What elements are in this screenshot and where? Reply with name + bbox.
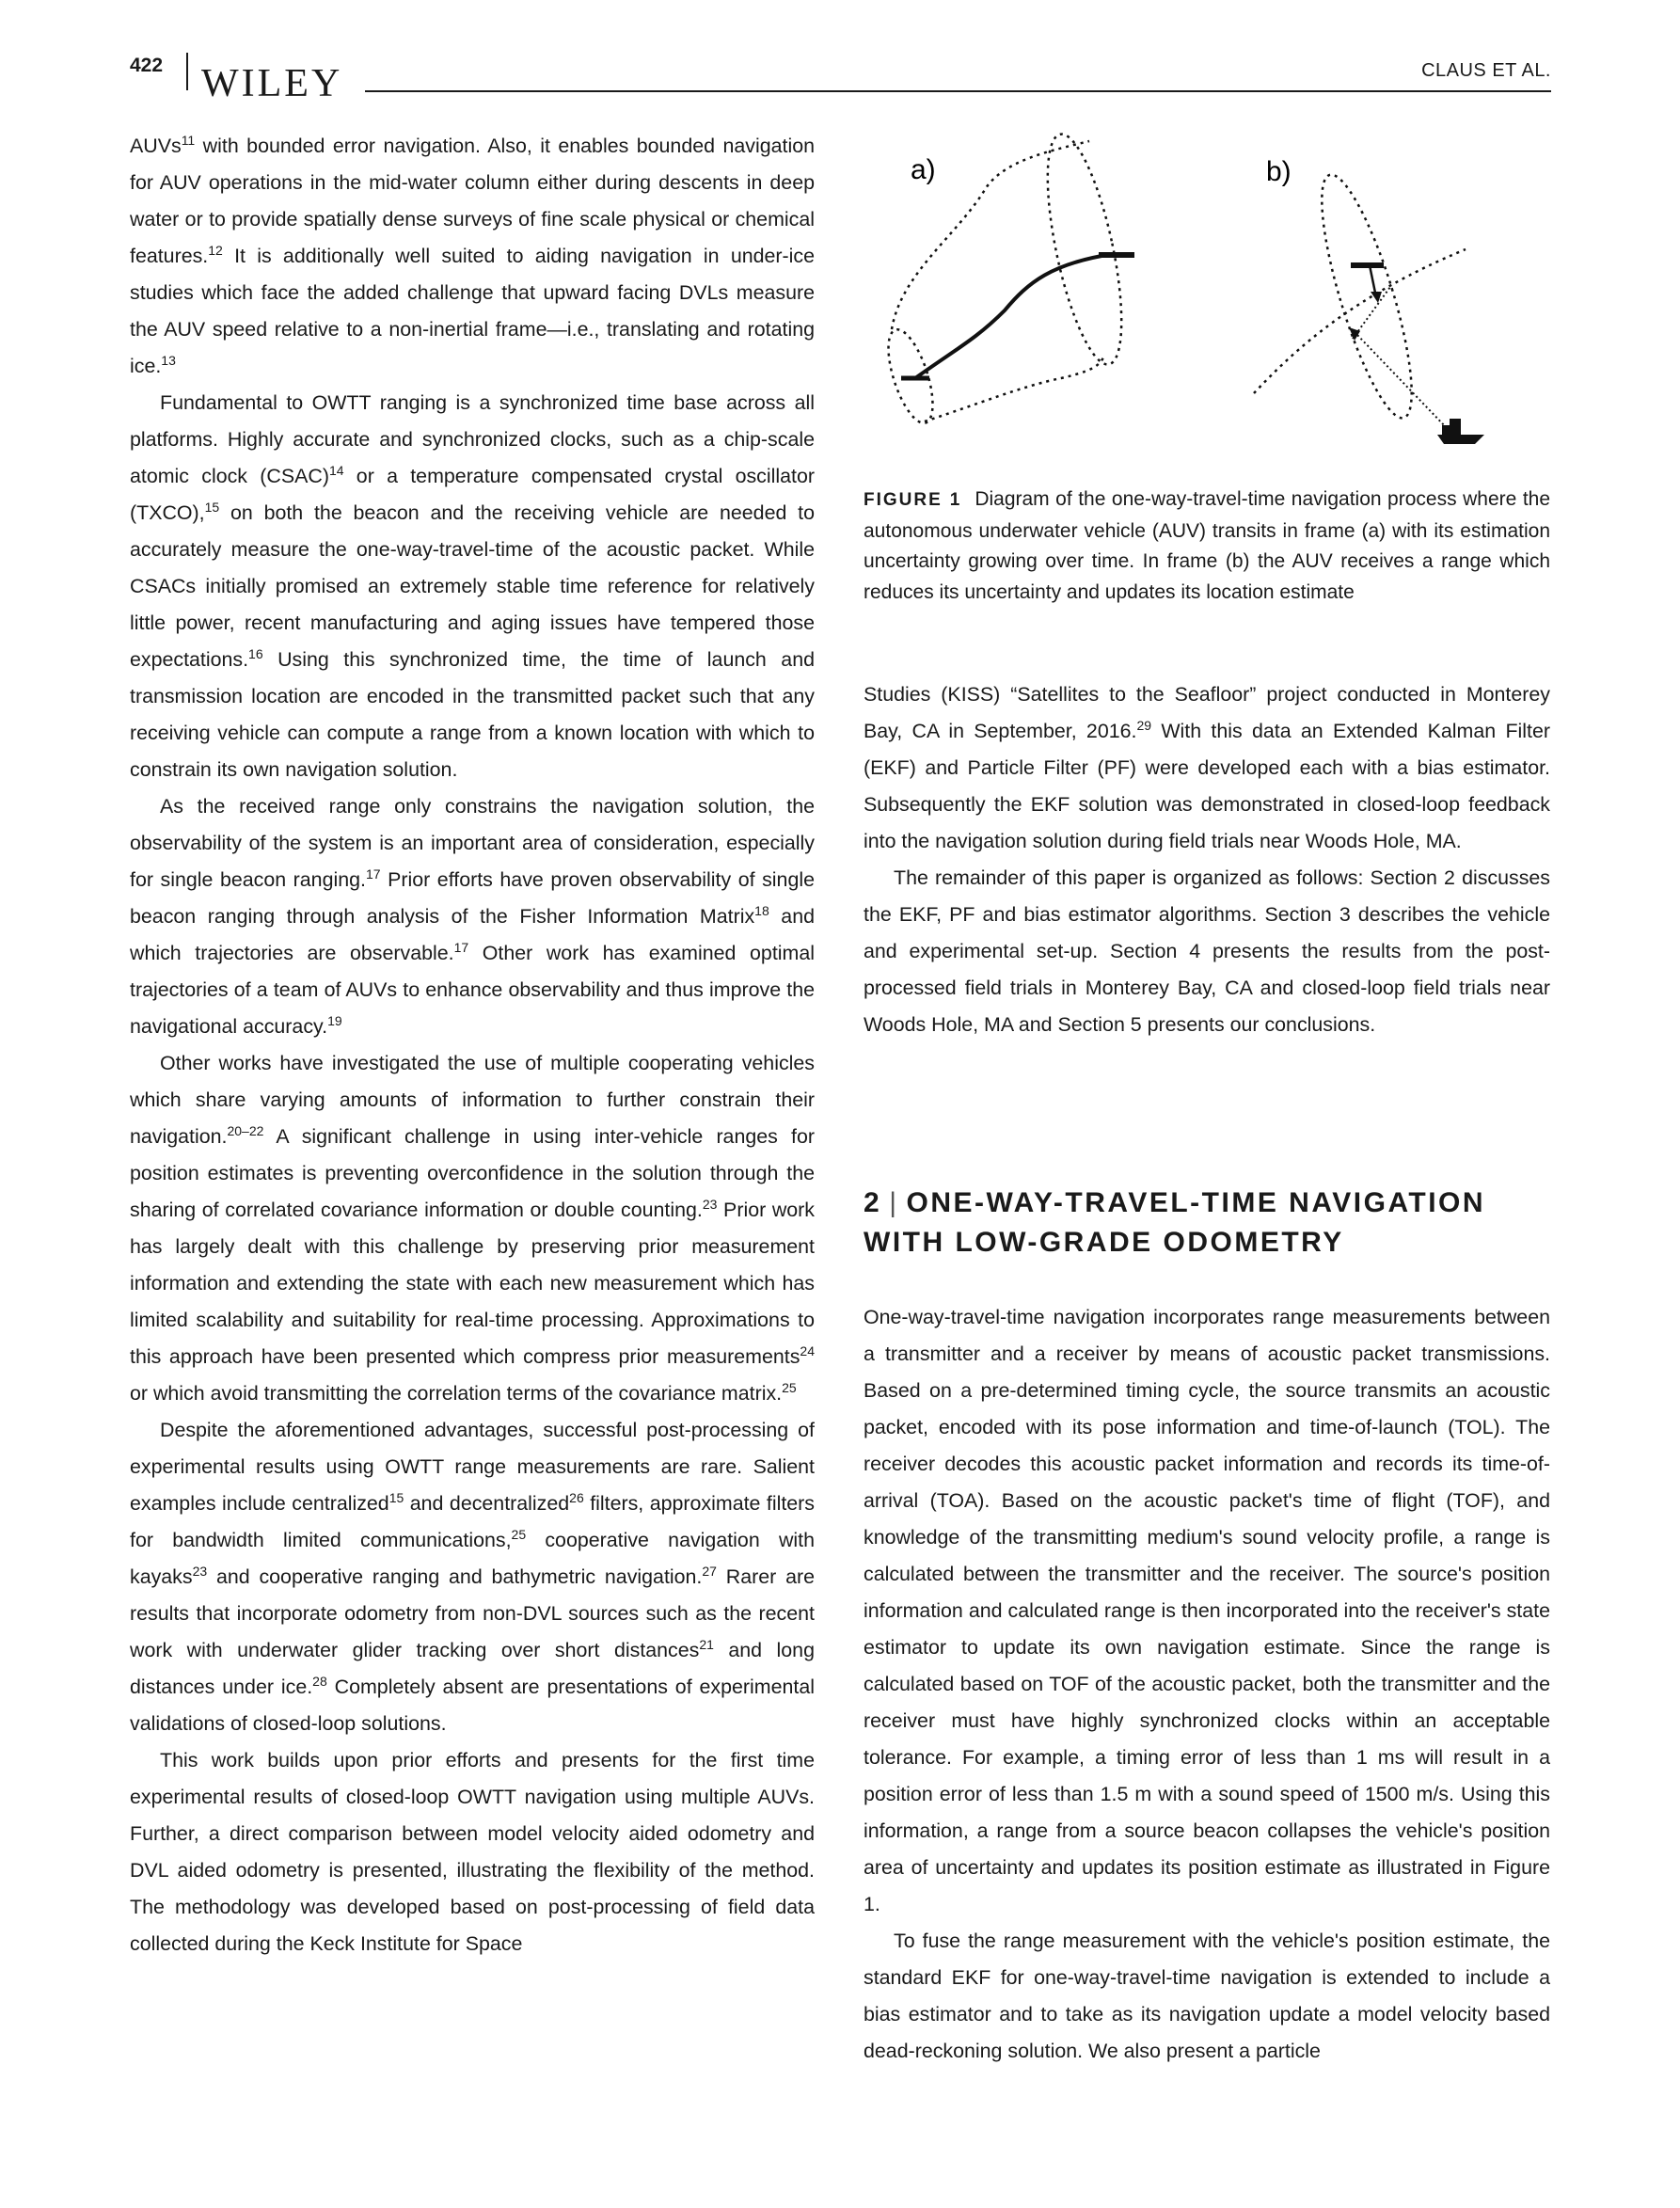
uncertainty-ellipse xyxy=(1305,167,1429,426)
range-arc xyxy=(1254,249,1466,393)
section-number: 2 xyxy=(864,1187,882,1218)
paragraph: This work builds upon prior efforts and presents for the first time experimental results of closed-loop OWTT navigation using multiple AUVs. Further, a direct comparison between model velocity aided odometry and DVL aided odometry is presented, illustrating the flexibility of the method. The methodology was developed based on post-processing of field data collected during the Keck Institute for Space xyxy=(130,1749,815,1955)
figure-1-diagram xyxy=(864,132,1550,475)
uncertainty-boundary xyxy=(925,357,1103,421)
header-rule xyxy=(365,90,1551,92)
running-head: CLAUS ET AL. xyxy=(1421,60,1551,81)
header-divider xyxy=(186,53,188,90)
page-number: 422 xyxy=(130,55,164,76)
section-heading xyxy=(864,1183,1550,1263)
owtt-diagram xyxy=(864,132,1550,475)
paragraph: Fundamental to OWTT ranging is a synchronized time base across all platforms. Highly accurate and synchronized clocks, such as a chip-scale atomic clock (CSAC)$^{14}$ or a temperature compensated crystal oscillator (TXCO),$^{15}$ on both the beacon and the receiving vehicle are needed to accurately measure the one-way-travel-time of the acoustic packet. While CSACs initially promised an extremely stable time reference for relatively little power, recent manufacturing and aging issues have tempered those expectations.$^{16}$ Using this synchronized time, the time of launch and transmission location are encoded in the transmitted packet such that any receiving vehicle can compute a range from a known location with which to constrain its own navigation solution. xyxy=(130,391,815,781)
publisher-logo: WILEY xyxy=(201,62,343,105)
figure-label: FIGURE 1 xyxy=(864,490,962,510)
panel-b-label: b) xyxy=(1266,156,1292,187)
range-ray xyxy=(1356,334,1447,428)
section-divider: | xyxy=(889,1187,899,1218)
paragraph: As the received range only constrains the navigation solution, the observability of the system is an important area of consideration, especially for single beacon ranging.$^{17}$ Prior efforts have proven observability of single beacon ranging through analysis of the Fisher Information Matrix$^{18}$ and which trajectories are observable.$^{17}$ Other work has examined optimal trajectories of a team of AUVs to enhance observability and thus improve the navigational accuracy.$^{19}$ xyxy=(130,795,815,1038)
paragraph: One-way-travel-time navigation incorporates range measurements between a transmitter and a receiver by means of acoustic packet transmissions. Based on a pre-determined timing cycle, the source transmits an acoustic packet, encoded with its pose information and time-of-launch (TOL). The receiver decodes this acoustic packet information and records its time-of-arrival (TOA). Based on the acoustic packet's time of flight (TOF), and knowledge of the transmitting medium's sound velocity profile, a range is calculated between the transmitter and the receiver. The source's position information and calculated range is then incorporated into the receiver's state estimator to update its own navigation estimate. Since the range is calculated based on TOF of the acoustic packet, both the transmitter and the receiver must have highly synchronized clocks within an acceptable tolerance. For example, a timing error of less than 1 ms will result in a position error of less than 1.5 m with a sound speed of 1500 m/s. Using this information, a range from a source beacon collapses the vehicle's position area of uncertainty and updates its position estimate as illustrated in Figure 1. xyxy=(864,1306,1550,1915)
section-title: ONE-WAY-TRAVEL-TIME NAVIGATION WITH LOW-GRADE ODOMETRY xyxy=(864,1187,1486,1258)
paragraph: Despite the aforementioned advantages, successful post-processing of experimental results using OWTT range measurements are rare. Salient examples include centralized$^{15}$ and decentralized$^{26}$ filters, approximate filters for bandwidth limited communications,$^{25}$ cooperative navigation with kayaks$^{23}$ and cooperative ranging and bathymetric navigation.$^{27}$ Rarer are results that incorporate odometry from non-DVL sources such as the recent work with underwater glider tracking over short distances$^{21}$ and long distances under ice.$^{28}$ Completely absent are presentations of experimental validations of closed-loop solutions. xyxy=(130,1419,816,1735)
paragraph: AUVs$^{11}$ with bounded error navigation. Also, it enables bounded navigation for AUV operations in the mid-water column either during descents in deep water or to provide spatially dense surveys of fine scale physical or chemical features.$^{12}$ It is additionally well suited to aiding navigation in under-ice studies which face the added challenge that upward facing DVLs measure the AUV speed relative to a non-inertial frame—i.e., translating and rotating ice.$^{13}$ xyxy=(130,132,815,377)
paragraph: To fuse the range measurement with the vehicle's position estimate, the standard EKF for one-way-travel-time navigation is extended to include a bias estimator and to take as its navigation update a model velocity based dead-reckoning solution. We also present a particle xyxy=(864,1930,1550,2062)
paragraph: Other works have investigated the use of multiple cooperating vehicles which share varying amounts of information to further constrain their navigation.$^{20-22}$ A significant challenge in using inter-vehicle ranges for position estimates is preventing overconfidence in the solution through the sharing of correlated covariance information or double counting.$^{23}$ Prior work has largely dealt with this challenge by preserving prior measurement information and extending the state with each new measurement which has limited scalability and suitability for real-time processing. Approximations to this approach have been presented which compress prior measurements$^{24}$ or which avoid transmitting the correlation terms of the covariance matrix.$^{25}$ xyxy=(130,1052,816,1405)
figure-caption xyxy=(864,484,1550,608)
right-column-lower xyxy=(864,1299,1550,2070)
paragraph: Studies (KISS) “Satellites to the Seafloor” project conducted in Monterey Bay, CA in September, 2016.29 With this data an Extended Kalman Filter (EKF) and Particle Filter (PF) were developed each with a bias estimator. Subsequently the EKF solution was demonstrated in closed-loop feedback into the navigation solution during field trials near Woods Hole, MA. xyxy=(864,683,1550,852)
panel-a-label: a) xyxy=(911,154,936,185)
uncertainty-ellipse-final xyxy=(1033,132,1137,371)
auv-trajectory xyxy=(915,254,1113,378)
range-ray xyxy=(1353,287,1390,339)
paragraph: The remainder of this paper is organized as follows: Section 2 discusses the EKF, PF and bias estimator algorithms. Section 3 describes the vehicle and experimental set-up. Section 4 presents the results from the post-processed field trials in Monterey Bay, CA and closed-loop field trials near Woods Hole, MA and Section 5 presents our conclusions. xyxy=(864,866,1550,1036)
caption-text: Diagram of the one-way-travel-time navigation process where the autonomous underwater vehicle (AUV) transits in frame (a) with its estimation uncertainty growing over time. In frame (b) the AUV receives a range which reduces its uncertainty and updates its location estimate xyxy=(864,488,1551,603)
left-column xyxy=(130,128,815,1962)
right-column-upper xyxy=(864,676,1550,1043)
ship-icon xyxy=(1437,419,1484,444)
